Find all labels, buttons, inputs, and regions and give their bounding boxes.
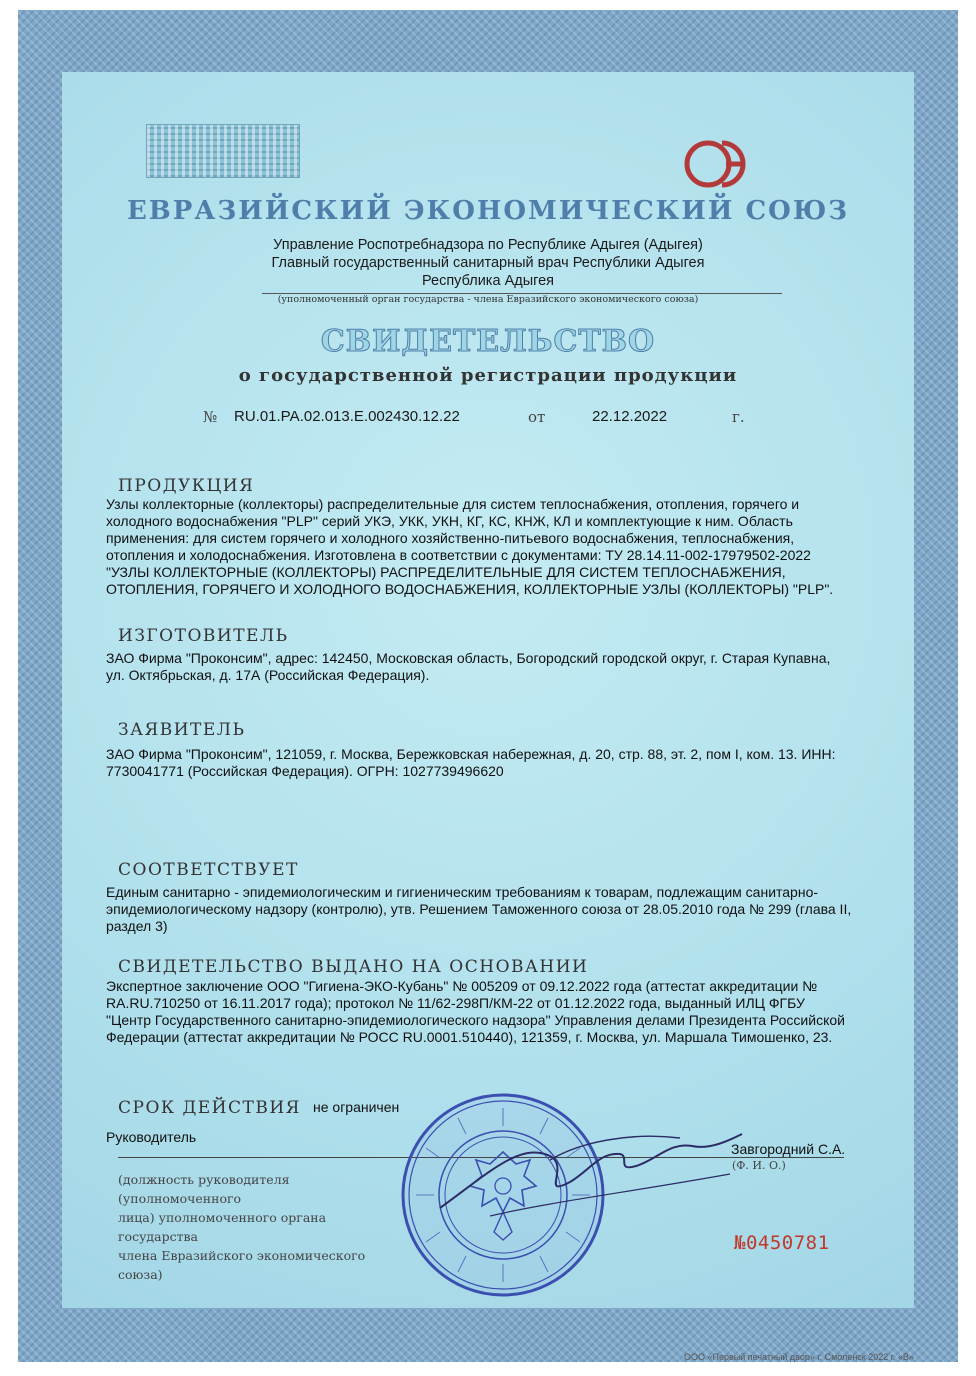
printer-note: ООО «Первый печатный двор» г. Смоленск 2022 г. «В»	[684, 1352, 914, 1362]
serial-number: №0450781	[734, 1232, 830, 1254]
validity-value: не ограничен	[313, 1099, 400, 1115]
certificate-title: СВИДЕТЕЛЬСТВО	[320, 324, 656, 359]
basis-text: Экспертное заключение ООО "Гигиена-ЭКО-Кубань" № 005209 от 09.12.2022 года (аттестат аккредитации № RA.RU.710250 от 16.11.2017 года); протокол № 11/62-298П/КМ-22 от 01.12.2022 года, выданный ИЛЦ ФГБУ "Центр Государственного санитарно-эпидемиологического надзора" Управления делами Президента Российской Федерации (аттестат аккредитации № РОСС RU.0001.510440), 121359, г. Москва, ул. Маршала Тимошенко, 23.	[106, 978, 845, 1045]
hologram-emblem-icon	[146, 124, 300, 178]
position-note-line: члена Евразийского экономического союза)	[118, 1248, 366, 1282]
conforms-heading: СООТВЕТСТВУЕТ	[118, 860, 299, 880]
date-prefix: от	[528, 408, 546, 426]
authority-line: Республика Адыгея	[421, 273, 555, 289]
eac-sanitary-logo-icon	[684, 134, 760, 194]
product-text: Узлы коллекторные (коллекторы) распределительные для систем теплоснабжения, отопления, горячего и холодного водоснабжения "PLP" серий УКЭ, УКК, УКН, КГ, КС, КНЖ, КЛ и комплектующие к ним. Область применения: для систем горячего и холодного хозяйственно-питьевого водоснабжения, теплоснабжения, отопления и холодоснабжения. Изготовлена в соответствии с документами: ТУ 28.14.11-002-17979502-2022 "УЗЛЫ КОЛЛЕКТОРНЫЕ (КОЛЛЕКТОРЫ) РАСПРЕДЕЛИТЕЛЬНЫЕ ДЛЯ СИСТЕМ ТЕПЛОСНАБЖЕНИЯ, ОТОПЛЕНИЯ, ГОРЯЧЕГО И ХОЛОДНОГО ВОДОСНАБЖЕНИЯ, КОЛЛЕКТОРНЫЕ УЗЛЫ (КОЛЛЕКТОРЫ) "PLP".	[106, 496, 834, 597]
issuing-authority	[0, 236, 976, 290]
applicant-text: ЗАО Фирма "Проконсим", 121059, г. Москва, Бережковская набережная, д. 20, стр. 88, эт. 2, пом I, ком. 13. ИНН: 7730041771 (Российская Федерация). ОГРН: 1027739496620	[106, 746, 836, 779]
authority-line: Главный государственный санитарный врач Республики Адыгея	[271, 255, 705, 271]
position-note-line: (должность руководителя (уполномоченного	[118, 1172, 290, 1206]
fio-note: (Ф. И. О.)	[732, 1159, 786, 1172]
certificate-date: 22.12.2022	[592, 408, 668, 425]
certificate-number: RU.01.РА.02.013.Е.002430.12.22	[234, 408, 460, 425]
basis-heading: СВИДЕТЕЛЬСТВО ВЫДАНО НА ОСНОВАНИИ	[118, 957, 589, 977]
number-prefix: №	[203, 408, 218, 426]
signatory-role: Руководитель	[106, 1129, 197, 1145]
signatory-name: Завгородний С.А.	[731, 1141, 846, 1157]
position-note	[118, 1170, 398, 1284]
authority-note: (уполномоченный орган государства - члена Евразийского экономического союза)	[277, 294, 699, 305]
handwritten-signature-icon	[430, 1112, 750, 1232]
validity-heading: СРОК ДЕЙСТВИЯ	[118, 1098, 301, 1118]
manufacturer-text: ЗАО Фирма "Проконсим", адрес: 142450, Московская область, Богородский городской округ, г. Старая Купавна, ул. Октябрьская, д. 17А (Российская Федерация).	[106, 650, 831, 683]
certificate-subtitle: о государственной регистрации продукции	[238, 365, 738, 386]
authority-line: Управление Роспотребнадзора по Республике Адыгея (Адыгея)	[273, 237, 703, 253]
union-title: ЕВРАЗИЙСКИЙ ЭКОНОМИЧЕСКИЙ СОЮЗ	[126, 196, 850, 226]
product-heading: ПРОДУКЦИЯ	[118, 476, 255, 496]
applicant-heading: ЗАЯВИТЕЛЬ	[118, 720, 246, 740]
date-suffix: г.	[732, 408, 745, 426]
conforms-text: Единым санитарно - эпидемиологическим и гигиеническим требованиям к товарам, подлежащим санитарно-эпидемиологическому надзору (контролю), утв. Решением Таможенного союза от 28.05.2010 года № 299 (глава II, раздел 3)	[106, 884, 852, 934]
manufacturer-heading: ИЗГОТОВИТЕЛЬ	[118, 626, 289, 646]
position-note-line: лица) уполномоченного органа государства	[118, 1210, 327, 1244]
